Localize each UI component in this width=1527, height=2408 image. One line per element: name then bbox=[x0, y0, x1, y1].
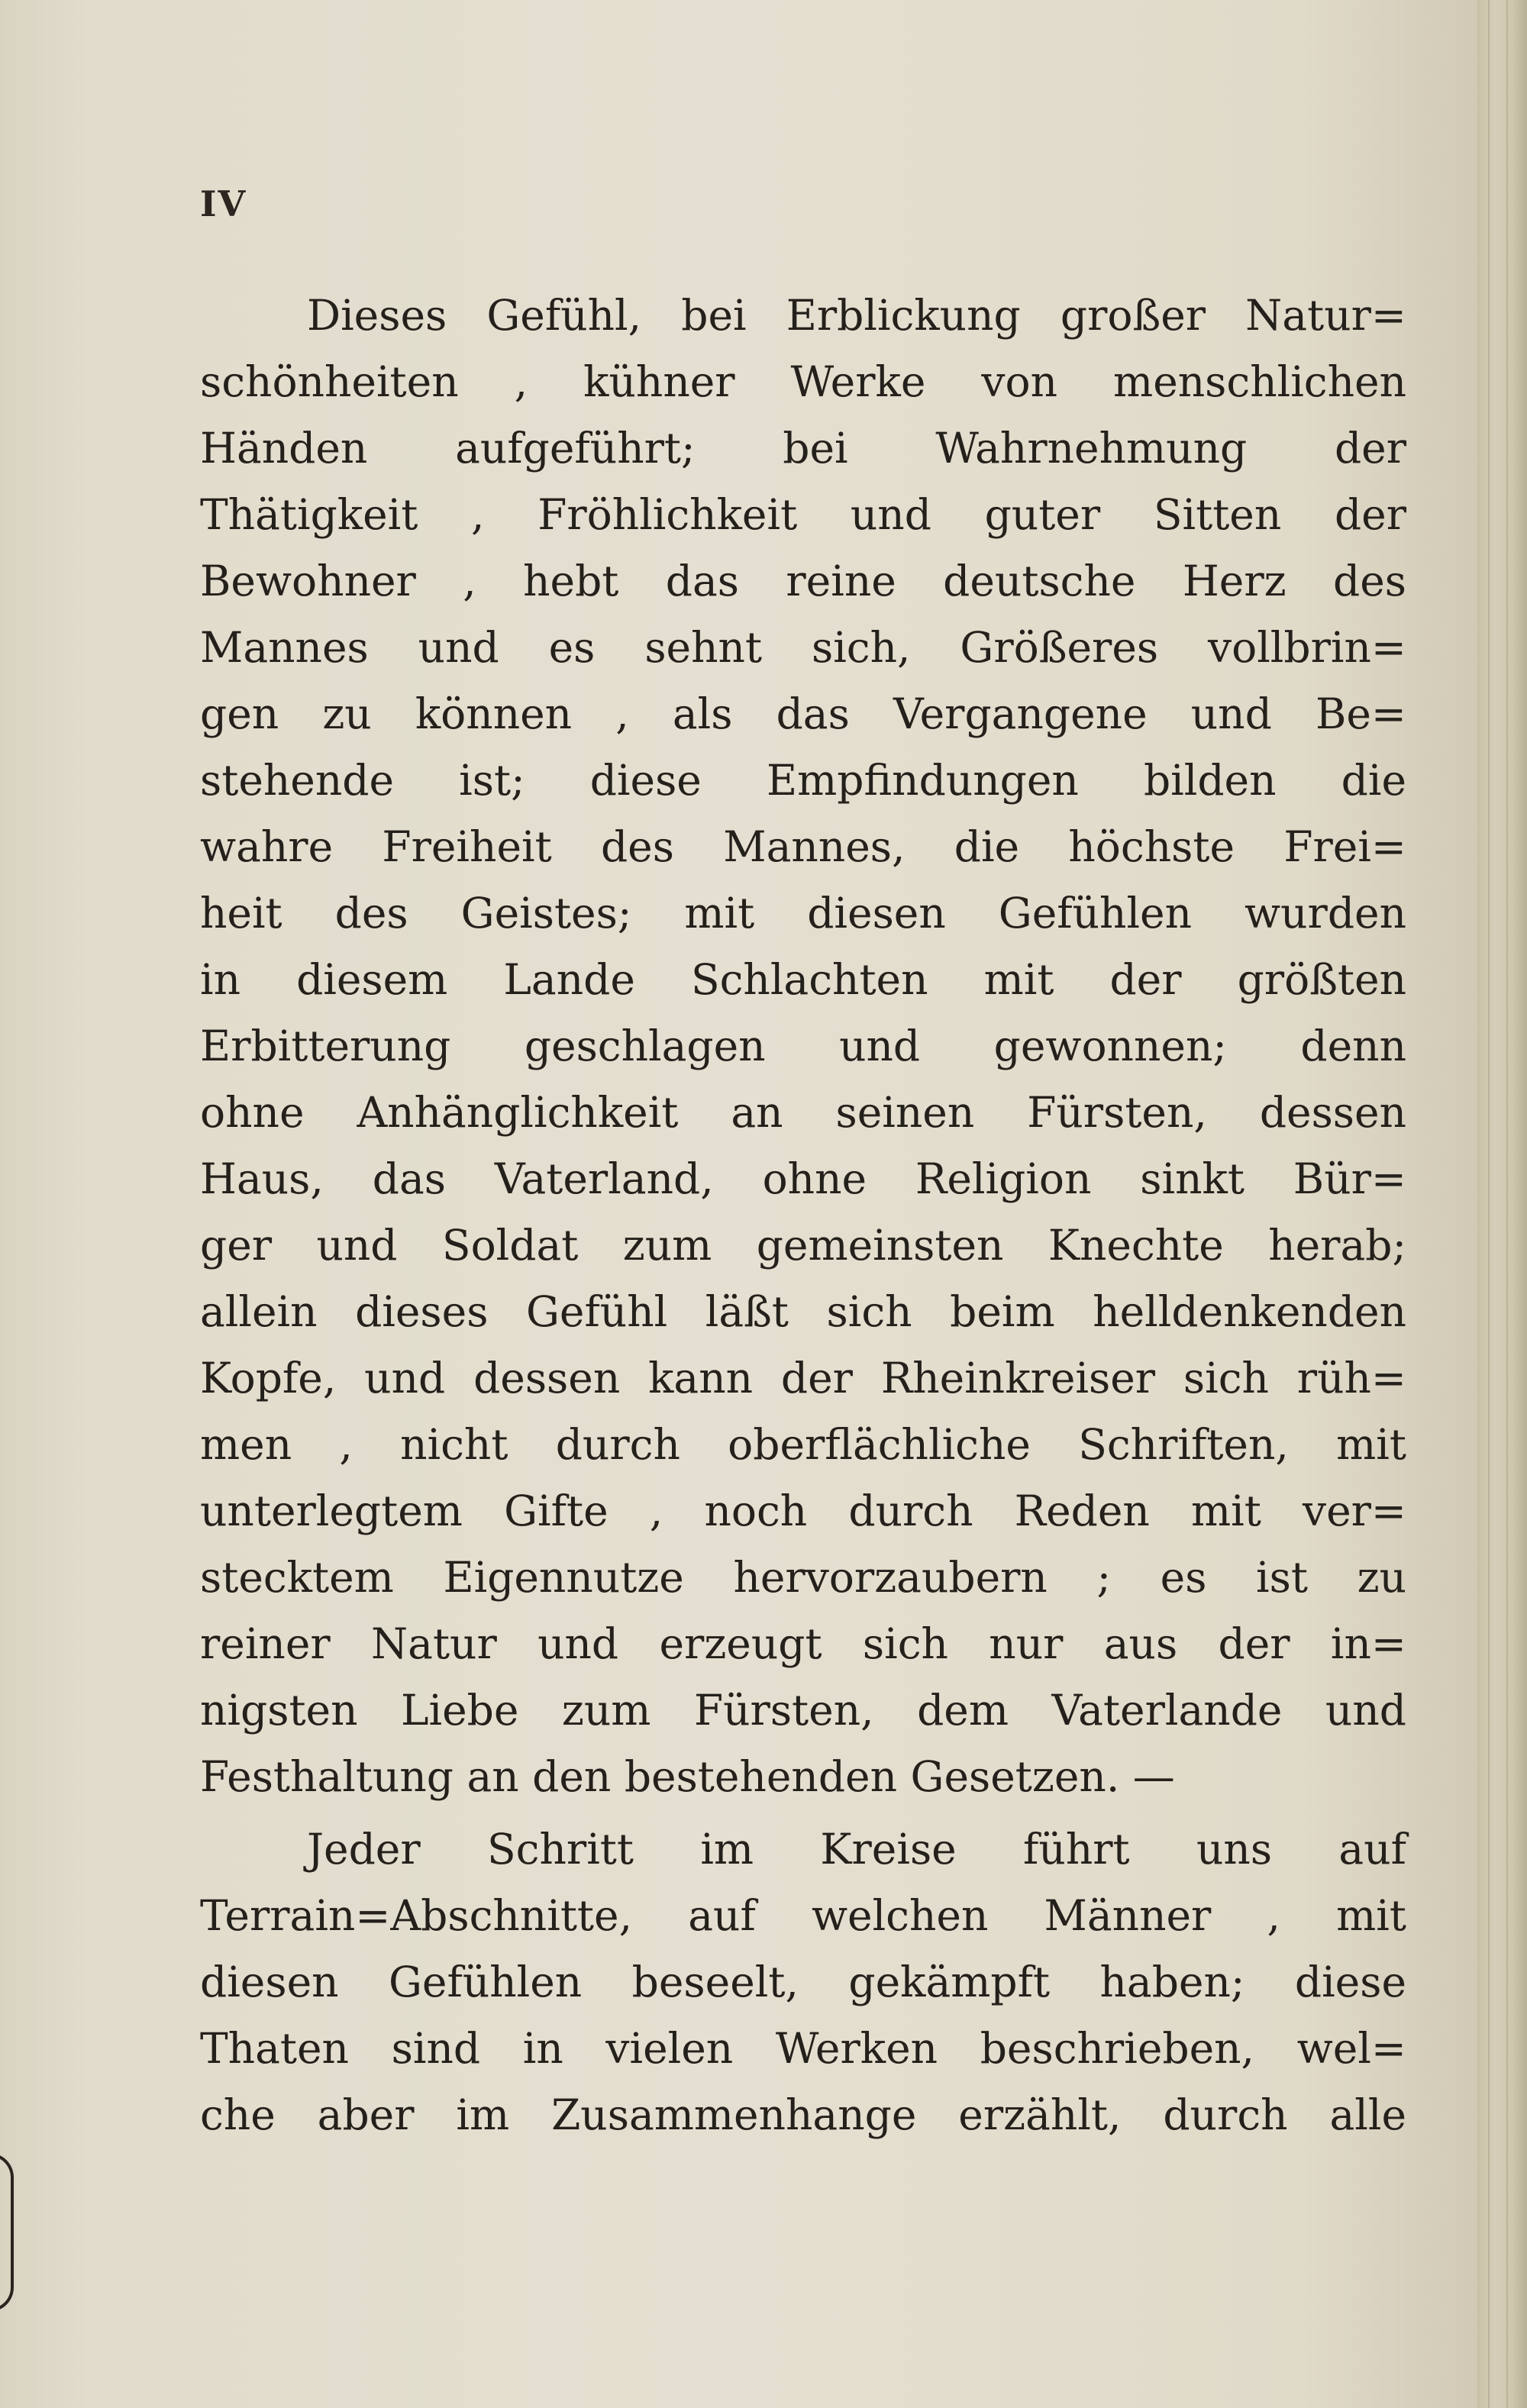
text-line: Erbitterung geschlagen und gewonnen; denn bbox=[200, 1022, 1406, 1070]
text-line: Kopfe, und dessen kann der Rheinkreiser sich rüh= bbox=[200, 1354, 1406, 1403]
text-line: wahre Freiheit des Mannes, die höchste Frei= bbox=[200, 822, 1406, 871]
text-line: allein dieses Gefühl läßt sich beim helldenkenden bbox=[200, 1287, 1406, 1336]
text-line: schönheiten , kühner Werke von menschlichen bbox=[200, 357, 1406, 406]
text-line: diesen Gefühlen beseelt, gekämpft haben; diese bbox=[200, 1958, 1406, 2006]
text-line: Haus, das Vaterland, ohne Religion sinkt Bür= bbox=[200, 1154, 1406, 1203]
text-line: Terrain=Abschnitte, auf welchen Männer , mit bbox=[200, 1891, 1406, 1940]
text-line: Jeder Schritt im Kreise führt uns auf bbox=[307, 1825, 1406, 1874]
text-line: Händen aufgeführt; bei Wahrnehmung der bbox=[200, 424, 1406, 473]
text-line: ohne Anhänglichkeit an seinen Fürsten, dessen bbox=[200, 1088, 1406, 1137]
text-line: heit des Geistes; mit diesen Gefühlen wurden bbox=[200, 889, 1406, 938]
page-edge bbox=[1477, 0, 1527, 2408]
text-line: ger und Soldat zum gemeinsten Knechte herab; bbox=[200, 1221, 1406, 1270]
text-line: reiner Natur und erzeugt sich nur aus der in= bbox=[200, 1619, 1406, 1668]
text-line: men , nicht durch oberflächliche Schriften, mit bbox=[200, 1420, 1406, 1469]
text-line: Thätigkeit , Fröhlichkeit und guter Sitten der bbox=[200, 490, 1406, 539]
text-line: Dieses Gefühl, bei Erblickung großer Natur= bbox=[307, 291, 1406, 340]
text-line: gen zu können , als das Vergangene und Be= bbox=[200, 689, 1406, 738]
text-line: Thaten sind in vielen Werken beschrieben, wel= bbox=[200, 2024, 1406, 2073]
text-line: che aber im Zusammenhange erzählt, durch alle bbox=[200, 2090, 1406, 2139]
body-text bbox=[200, 282, 1406, 2148]
paragraph-break bbox=[200, 1810, 1406, 1816]
edge-line bbox=[1506, 0, 1508, 2408]
text-line: nigsten Liebe zum Fürsten, dem Vaterlande und bbox=[200, 1686, 1406, 1735]
text-line: Mannes und es sehnt sich, Größeres vollbrin= bbox=[200, 623, 1406, 672]
text-line: in diesem Lande Schlachten mit der größten bbox=[200, 955, 1406, 1004]
binding-mark bbox=[0, 2153, 14, 2312]
text-line: Bewohner , hebt das reine deutsche Herz des bbox=[200, 557, 1406, 605]
page-number: IV bbox=[200, 183, 247, 224]
text-line: stecktem Eigennutze hervorzaubern ; es ist zu bbox=[200, 1553, 1406, 1602]
text-line: unterlegtem Gifte , noch durch Reden mit ver= bbox=[200, 1486, 1406, 1535]
edge-line bbox=[1488, 0, 1490, 2408]
text-line: Festhaltung an den bestehenden Gesetzen. — bbox=[200, 1752, 1175, 1801]
text-line: stehende ist; diese Empfindungen bilden die bbox=[200, 756, 1406, 805]
